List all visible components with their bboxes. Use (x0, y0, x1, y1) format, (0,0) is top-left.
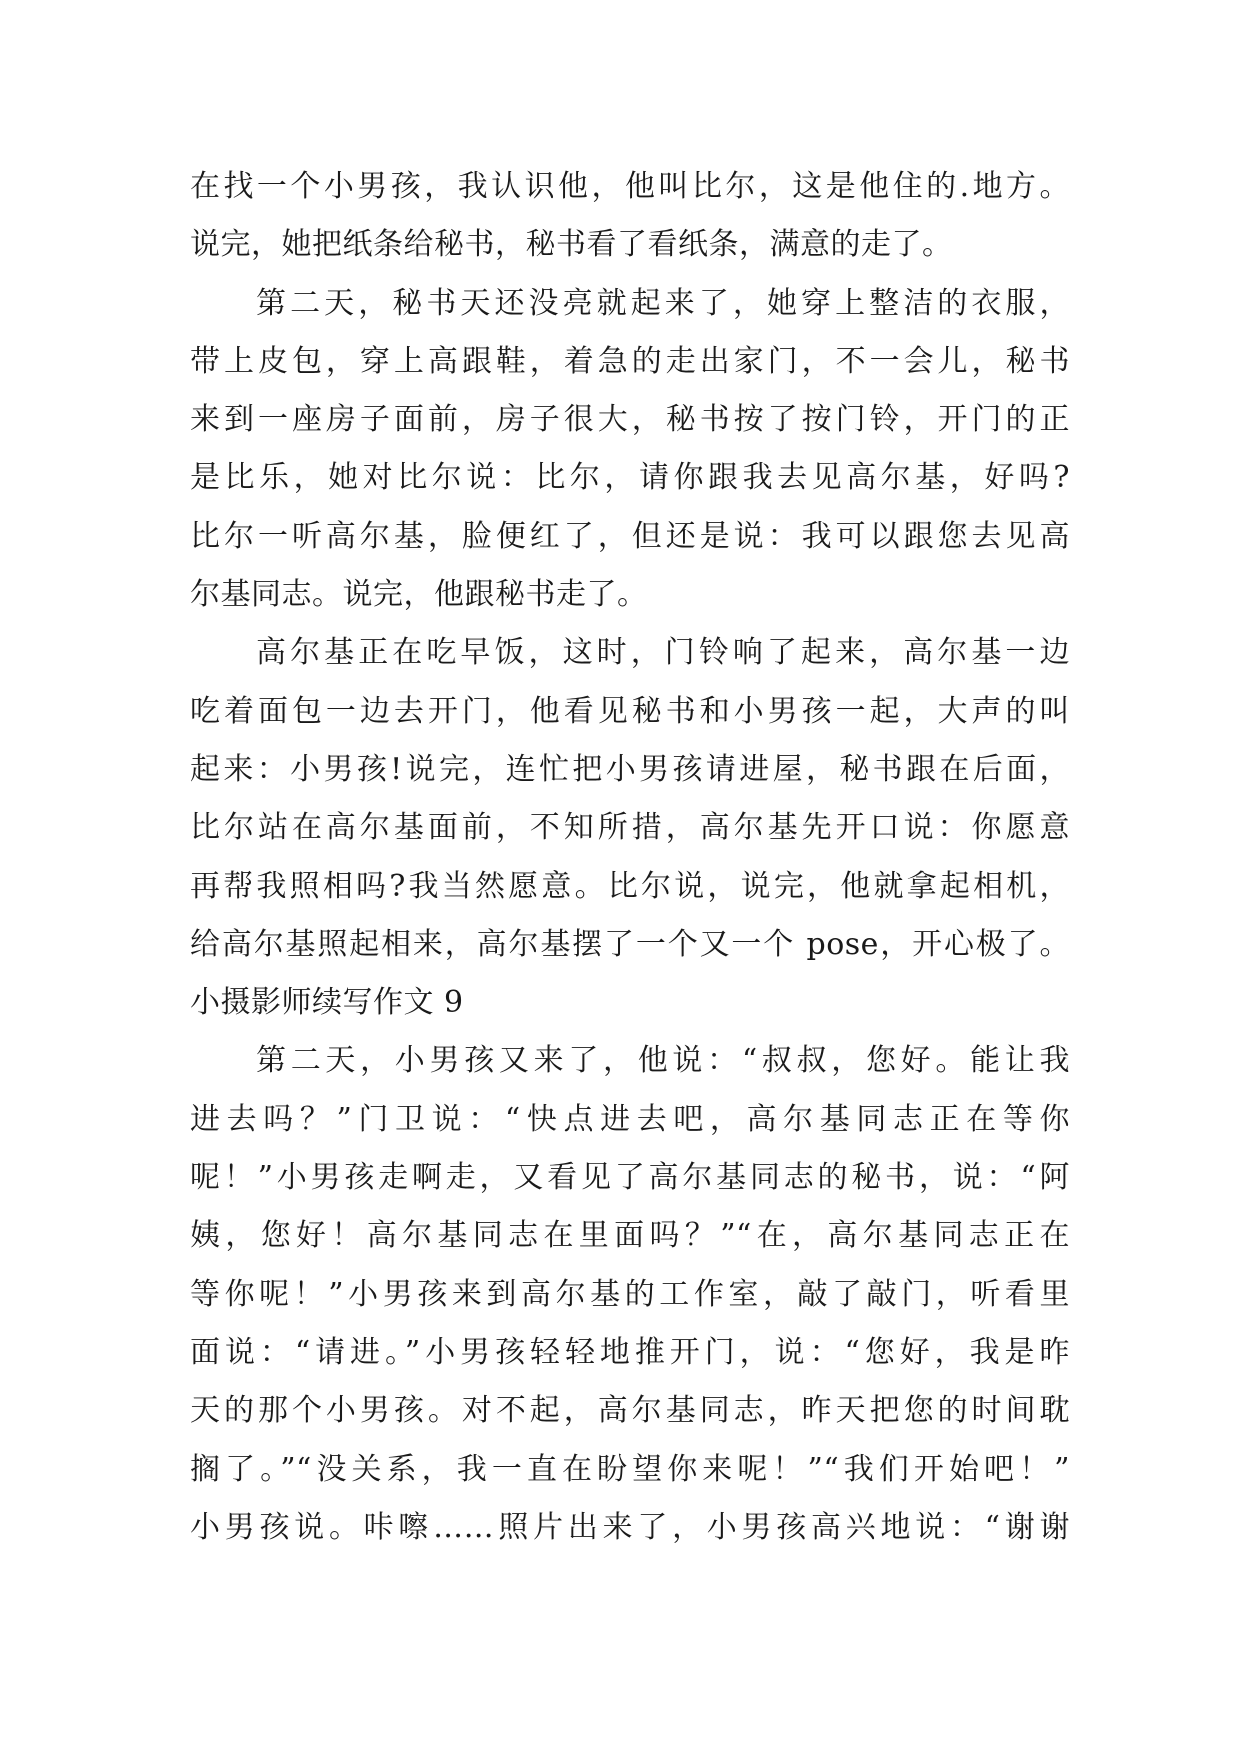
text-line: 尔基同志。说完，他跟秘书走了。 (190, 577, 648, 613)
text-line: 比尔站在高尔基面前，不知所措，高尔基先开口说：你愿意 (190, 810, 1070, 846)
text-line: 面说：“请进。”小男孩轻轻地推开门，说：“您好，我是昨 (190, 1334, 1070, 1370)
text-line: 进去吗？”门卫说：“快点进去吧，高尔基同志正在等你 (190, 1101, 1070, 1137)
text-line: 搁了。”“没关系，我一直在盼望你来呢！”“我们开始吧！” (190, 1451, 1070, 1487)
text-line: 第二天，小男孩又来了，他说：“叔叔，您好。能让我 (256, 1043, 1070, 1079)
text-line: 天的那个小男孩。对不起，高尔基同志，昨天把您的时间耽 (190, 1393, 1070, 1429)
text-line: 说完，她把纸条给秘书，秘书看了看纸条，满意的走了。 (190, 227, 953, 263)
text-line: 起来：小男孩!说完，连忙把小男孩请进屋，秘书跟在后面， (190, 751, 1070, 787)
text-line: 吃着面包一边去开门，他看见秘书和小男孩一起，大声的叫 (190, 693, 1070, 729)
text-line: 等你呢！”小男孩来到高尔基的工作室，敲了敲门，听看里 (190, 1276, 1070, 1312)
text-line: 再帮我照相吗?我当然愿意。比尔说，说完，他就拿起相机， (190, 868, 1070, 904)
text-line: 姨，您好！高尔基同志在里面吗？”“在，高尔基同志正在 (190, 1218, 1070, 1254)
text-line: 在找一个小男孩，我认识他，他叫比尔，这是他住的.地方。 (190, 169, 1070, 204)
text-line: 小摄影师续写作文 9 (190, 985, 464, 1021)
text-line: 比尔一听高尔基，脸便红了，但还是说：我可以跟您去见高 (190, 518, 1070, 554)
text-line: 高尔基正在吃早饭，这时，门铃响了起来，高尔基一边 (256, 635, 1070, 671)
text-line: 来到一座房子面前，房子很大，秘书按了按门铃，开门的正 (190, 402, 1070, 438)
text-line: 是比乐，她对比尔说：比尔，请你跟我去见高尔基，好吗? (190, 460, 1070, 496)
text-line: 带上皮包，穿上高跟鞋，着急的走出家门，不一会儿，秘书 (190, 343, 1070, 379)
body-text (190, 158, 1070, 1557)
text-line: 小男孩说。咔嚓……照片出来了，小男孩高兴地说：“谢谢 (190, 1509, 1070, 1545)
text-line: 第二天，秘书天还没亮就起来了，她穿上整洁的衣服， (256, 285, 1070, 321)
text-line: 呢！”小男孩走啊走，又看见了高尔基同志的秘书，说：“阿 (190, 1160, 1070, 1196)
text-line: 给高尔基照起相来，高尔基摆了一个又一个 pose，开心极了。 (190, 926, 1070, 962)
